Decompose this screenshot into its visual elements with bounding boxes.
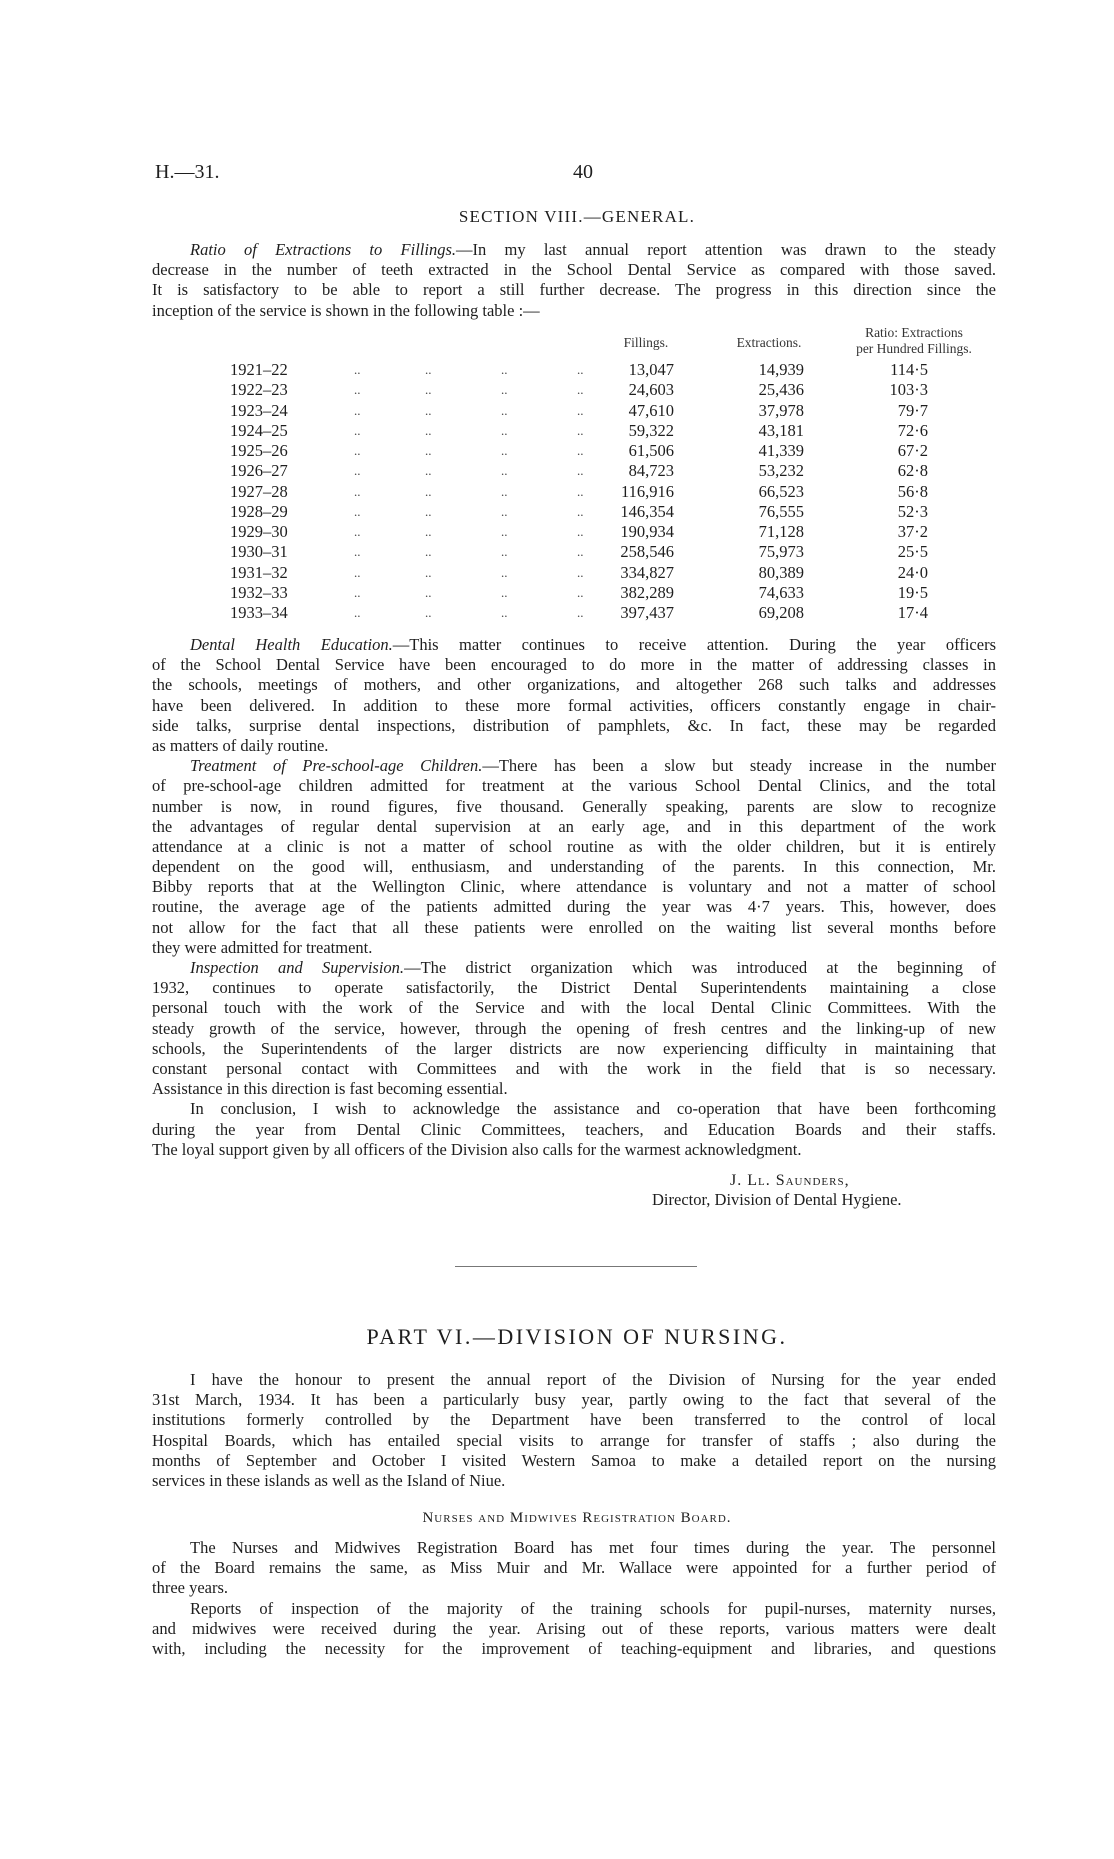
leader-dots: .. (577, 382, 584, 398)
text-line (152, 260, 996, 280)
cell-ratio: 72·6 (897, 420, 928, 440)
line-text: institutions formerly controlled by the Department have been transferred to the control of local (152, 1410, 996, 1430)
cell-fillings: 397,437 (620, 603, 674, 622)
table-row (0, 461, 1114, 481)
cell-ratio: 62·8 (897, 461, 928, 481)
text-line (152, 1538, 996, 1558)
section-divider (455, 1266, 697, 1267)
leader-dots: .. (354, 402, 361, 418)
line-text: I have the honour to present the annual report of the Division of Nursing for the year ended (190, 1370, 996, 1389)
cell-extractions: 14,939 (758, 360, 804, 379)
line-text: not allow for the fact that all these patients were enrolled on the waiting list several months before (152, 917, 996, 937)
text-line (152, 301, 996, 321)
paragraph-lead: Inspection and Supervision. (190, 958, 405, 977)
table-row (0, 360, 1114, 380)
leader-dots: .. (501, 544, 508, 560)
board-heading: Nurses and Midwives Registration Board. (422, 1510, 732, 1526)
cell-extractions: 66,523 (758, 481, 804, 501)
text-line (152, 716, 996, 736)
section-title: SECTION VIII.—GENERAL. (458, 207, 696, 226)
text-line (152, 1039, 996, 1059)
column-header-extractions: Extractions. (736, 335, 802, 350)
line-text: routine, the average age of the patients admitted during the year was 4·7 years. This, however, does (152, 897, 996, 917)
leader-dots: .. (577, 443, 584, 458)
cell-extractions: 43,181 (758, 420, 804, 440)
cell-year: 1921–22 (230, 360, 288, 379)
text-line (152, 797, 996, 817)
leader-dots: .. (425, 584, 432, 600)
text-line (152, 1558, 996, 1578)
line-text: have been delivered. In addition to these more formal activities, officers constantly engage in chair- (152, 695, 996, 715)
line-text: with, including the necessity for the improvement of teaching-equipment and libraries, and questions (152, 1638, 996, 1658)
line-text: steady growth of the service, however, through the opening of fresh centres and the linking-up of new (152, 1018, 996, 1038)
cell-year: 1922–23 (230, 380, 288, 400)
cell-fillings: 382,289 (620, 582, 674, 602)
text-line (152, 1431, 996, 1451)
cell-ratio: 25·5 (897, 542, 928, 562)
text-line (152, 918, 996, 938)
leader-dots: .. (577, 503, 584, 519)
table-row (0, 522, 1114, 542)
line-text: constant personal contact with Committees and with the work in the field that is so necessary. (152, 1058, 996, 1078)
text-line (152, 1471, 996, 1491)
cell-ratio: 24·0 (897, 562, 928, 582)
paragraph (152, 1599, 996, 1660)
cell-ratio: 52·3 (897, 501, 928, 521)
leader-dots: .. (577, 524, 584, 539)
line-text: Reports of inspection of the majority of the training schools for pupil-nurses, maternity nurses, (190, 1598, 996, 1618)
cell-fillings: 258,546 (620, 542, 674, 562)
line-text: services in these islands as well as the Island of Niue. (152, 1470, 506, 1490)
text-line (152, 696, 996, 716)
leader-dots: .. (354, 544, 361, 560)
line-text: schools, the Superintendents of the larger districts are now experiencing difficulty in maintaining that (152, 1038, 996, 1058)
cell-extractions: 80,389 (758, 562, 804, 582)
paragraph (152, 958, 996, 1099)
leader-dots: .. (354, 584, 361, 600)
leader-dots: .. (354, 463, 361, 479)
leader-dots: .. (577, 605, 584, 620)
text-line (152, 1619, 996, 1639)
table-row (0, 441, 1114, 461)
cell-extractions: 74,633 (758, 582, 804, 602)
cell-year: 1924–25 (230, 420, 288, 440)
text-line (152, 1059, 996, 1079)
signature-name: J. Ll. Saunders, (730, 1172, 850, 1189)
leader-dots: .. (425, 362, 432, 377)
leader-dots: .. (425, 443, 432, 458)
text-line (152, 1140, 996, 1160)
text-line (152, 756, 996, 776)
text-line (152, 1019, 996, 1039)
line-text: —This matter continues to receive attention. During the year officers (392, 635, 996, 654)
line-text: personal touch with the work of the Service and with the local Dental Clinic Committees. With the (152, 998, 996, 1018)
cell-fillings: 13,047 (628, 360, 674, 379)
text-line (152, 1599, 996, 1619)
text-line (152, 817, 996, 837)
column-header-fillings: Fillings. (623, 335, 669, 350)
paragraph (152, 1370, 996, 1491)
leader-dots: .. (425, 463, 432, 479)
cell-fillings: 59,322 (628, 420, 674, 440)
line-text: the schools, meetings of mothers, and other organizations, and altogether 268 such talks and addresses (152, 675, 996, 695)
line-text: of the Board remains the same, as Miss Muir and Mr. Wallace were appointed for a further period of (152, 1558, 996, 1578)
line-text: during the year from Dental Clinic Committees, teachers, and Education Boards and their staffs. (152, 1119, 996, 1139)
leader-dots: .. (501, 605, 508, 620)
cell-fillings: 334,827 (620, 562, 674, 582)
leader-dots: .. (577, 544, 584, 560)
cell-year: 1926–27 (230, 461, 288, 481)
text-line (152, 897, 996, 917)
leader-dots: .. (425, 564, 432, 580)
table-row (0, 563, 1114, 583)
leader-dots: .. (501, 503, 508, 519)
text-line (152, 1079, 996, 1099)
line-text: —In my last annual report attention was drawn to the steady (456, 240, 996, 259)
cell-ratio: 79·7 (897, 400, 928, 420)
cell-fillings: 47,610 (628, 400, 674, 420)
leader-dots: .. (501, 443, 508, 458)
leader-dots: .. (501, 483, 508, 499)
line-text: It is satisfactory to be able to report a still further decrease. The progress in this direction since the (152, 280, 996, 300)
leader-dots: .. (425, 402, 432, 418)
cell-year: 1931–32 (230, 562, 288, 582)
line-text: In conclusion, I wish to acknowledge the assistance and co-operation that have been forthcoming (190, 1099, 996, 1119)
table-row (0, 401, 1114, 421)
cell-extractions: 53,232 (758, 461, 804, 481)
leader-dots: .. (501, 422, 508, 438)
leader-dots: .. (577, 483, 584, 499)
text-line (152, 1120, 996, 1140)
column-header-ratio (822, 325, 1006, 357)
leader-dots: .. (354, 564, 361, 580)
paragraph (152, 756, 996, 958)
text-line (152, 1639, 996, 1659)
cell-ratio: 67·2 (897, 441, 928, 460)
text-line (152, 655, 996, 675)
line-text: of the School Dental Service have been encouraged to do more in the matter of addressing classes in (152, 655, 996, 675)
leader-dots: .. (577, 564, 584, 580)
text-line (152, 776, 996, 796)
cell-fillings: 116,916 (620, 481, 674, 501)
text-line (152, 998, 996, 1018)
text-line (152, 958, 996, 978)
text-line (152, 675, 996, 695)
text-line (152, 280, 996, 300)
column-header-ratio-line2: per Hundred Fillings. (856, 341, 972, 356)
cell-extractions: 71,128 (758, 522, 804, 541)
line-text: —There has been a slow but steady increase in the number (482, 756, 996, 776)
line-text: side talks, surprise dental inspections, distribution of pamphlets, &c. In fact, these may be regarded (152, 715, 996, 735)
table-row (0, 482, 1114, 502)
text-line (152, 938, 996, 958)
cell-extractions: 41,339 (758, 441, 804, 460)
cell-fillings: 61,506 (628, 441, 674, 460)
leader-dots: .. (577, 422, 584, 438)
cell-year: 1925–26 (230, 441, 288, 460)
cell-ratio: 37·2 (897, 522, 928, 541)
paragraph-lead: Ratio of Extractions to Fillings. (190, 240, 456, 259)
leader-dots: .. (354, 422, 361, 438)
paragraph-lead: Treatment of Pre-school-age Children. (190, 756, 483, 776)
line-text: 31st March, 1934. It has been a particularly busy year, partly owing to the fact that several of the (152, 1390, 996, 1410)
text-line (152, 1099, 996, 1119)
part-title: PART VI.—DIVISION OF NURSING. (366, 1324, 788, 1349)
text-line (152, 1578, 996, 1598)
line-text: —The district organization which was introduced at the beginning of (404, 958, 996, 977)
cell-year: 1927–28 (230, 481, 288, 501)
cell-extractions: 25,436 (758, 380, 804, 400)
leader-dots: .. (354, 605, 361, 620)
line-text: months of September and October I visited Western Samoa to make a detailed report on the nursing (152, 1450, 996, 1470)
leader-dots: .. (501, 402, 508, 418)
leader-dots: .. (354, 382, 361, 398)
text-line (152, 736, 996, 756)
text-line (152, 877, 996, 897)
cell-ratio: 114·5 (890, 360, 928, 379)
table-row (0, 380, 1114, 400)
cell-extractions: 76,555 (758, 501, 804, 521)
leader-dots: .. (425, 503, 432, 519)
line-text: attendance at a clinic is not a matter of school routine as with the older children, but it is entirely (152, 836, 996, 856)
line-text: three years. (152, 1578, 229, 1598)
line-text: inception of the service is shown in the following table :— (152, 300, 540, 320)
cell-year: 1930–31 (230, 542, 288, 562)
line-text: of pre-school-age children admitted for treatment at the various School Dental Clinics, and the total (152, 776, 996, 796)
text-line (152, 635, 996, 655)
line-text: Assistance in this direction is fast becoming essential. (152, 1079, 508, 1099)
cell-year: 1933–34 (230, 603, 288, 622)
board-paragraphs (152, 1538, 996, 1659)
leader-dots: .. (425, 524, 432, 539)
cell-year: 1932–33 (230, 582, 288, 602)
table-row (0, 421, 1114, 441)
table-row (0, 542, 1114, 562)
line-text: dependent on the good will, enthusiasm, and understanding of the parents. In this connection, Mr. (152, 857, 996, 877)
column-header-ratio-line1: Ratio: Extractions (865, 325, 963, 340)
cell-fillings: 24,603 (628, 380, 674, 400)
cell-ratio: 19·5 (897, 582, 928, 602)
text-line (152, 837, 996, 857)
leader-dots: .. (577, 362, 584, 377)
leader-dots: .. (501, 382, 508, 398)
text-line (152, 978, 996, 998)
cell-year: 1929–30 (230, 522, 288, 541)
text-line (152, 1451, 996, 1471)
signature-title: Director, Division of Dental Hygiene. (652, 1190, 902, 1209)
paragraph (152, 1538, 996, 1599)
leader-dots: .. (501, 524, 508, 539)
cell-extractions: 75,973 (758, 542, 804, 562)
table-row (0, 502, 1114, 522)
paragraph-lead: Dental Health Education. (190, 635, 393, 654)
nursing-intro-paragraph (152, 1370, 996, 1491)
leader-dots: .. (501, 584, 508, 600)
table-row (0, 583, 1114, 603)
document-code: H.—31. (155, 161, 220, 183)
page-number: 40 (573, 161, 593, 183)
leader-dots: .. (354, 443, 361, 458)
line-text: Bibby reports that at the Wellington Clinic, where attendance is voluntary and not a matter of school (152, 877, 996, 897)
line-text: they were admitted for treatment. (152, 937, 373, 957)
leader-dots: .. (577, 402, 584, 418)
cell-year: 1923–24 (230, 400, 288, 420)
cell-fillings: 190,934 (620, 522, 674, 541)
leader-dots: .. (425, 422, 432, 438)
cell-ratio: 56·8 (897, 481, 928, 501)
line-text: 1932, continues to operate satisfactorily, the District Dental Superintendents maintaining a close (152, 978, 996, 998)
leader-dots: .. (501, 362, 508, 377)
leader-dots: .. (577, 584, 584, 600)
paragraph (152, 635, 996, 756)
leader-dots: .. (425, 605, 432, 620)
cell-year: 1928–29 (230, 501, 288, 521)
leader-dots: .. (354, 362, 361, 377)
leader-dots: .. (501, 463, 508, 479)
line-text: The Nurses and Midwives Registration Board has met four times during the year. The personnel (190, 1538, 996, 1557)
line-text: as matters of daily routine. (152, 735, 329, 755)
cell-ratio: 103·3 (889, 380, 928, 400)
leader-dots: .. (501, 564, 508, 580)
ratio-paragraph (152, 240, 996, 321)
leader-dots: .. (354, 524, 361, 539)
text-line (152, 240, 996, 260)
table-row (0, 603, 1114, 623)
cell-extractions: 69,208 (758, 603, 804, 622)
line-text: the advantages of regular dental supervision at an early age, and in this department of the work (152, 816, 996, 836)
text-line (152, 1410, 996, 1430)
cell-fillings: 146,354 (620, 501, 674, 521)
leader-dots: .. (425, 483, 432, 499)
text-line (152, 857, 996, 877)
leader-dots: .. (354, 483, 361, 499)
cell-ratio: 17·4 (897, 603, 928, 622)
dental-paragraphs (152, 635, 996, 1160)
line-text: Hospital Boards, which has entailed special visits to arrange for transfer of staffs ; also during the (152, 1430, 996, 1450)
cell-fillings: 84,723 (628, 461, 674, 481)
line-text: The loyal support given by all officers of the Division also calls for the warmest acknowledgment. (152, 1139, 802, 1159)
line-text: number is now, in round figures, five thousand. Generally speaking, parents are slow to recognize (152, 796, 996, 816)
paragraph (152, 1099, 996, 1160)
leader-dots: .. (577, 463, 584, 479)
line-text: decrease in the number of teeth extracted in the School Dental Service as compared with those saved. (152, 260, 996, 280)
text-line (152, 1370, 996, 1390)
paragraph (152, 240, 996, 321)
line-text: and midwives were received during the year. Arising out of these reports, various matters were dealt (152, 1618, 996, 1638)
cell-extractions: 37,978 (758, 400, 804, 420)
leader-dots: .. (425, 382, 432, 398)
leader-dots: .. (425, 544, 432, 560)
leader-dots: .. (354, 503, 361, 519)
text-line (152, 1390, 996, 1410)
